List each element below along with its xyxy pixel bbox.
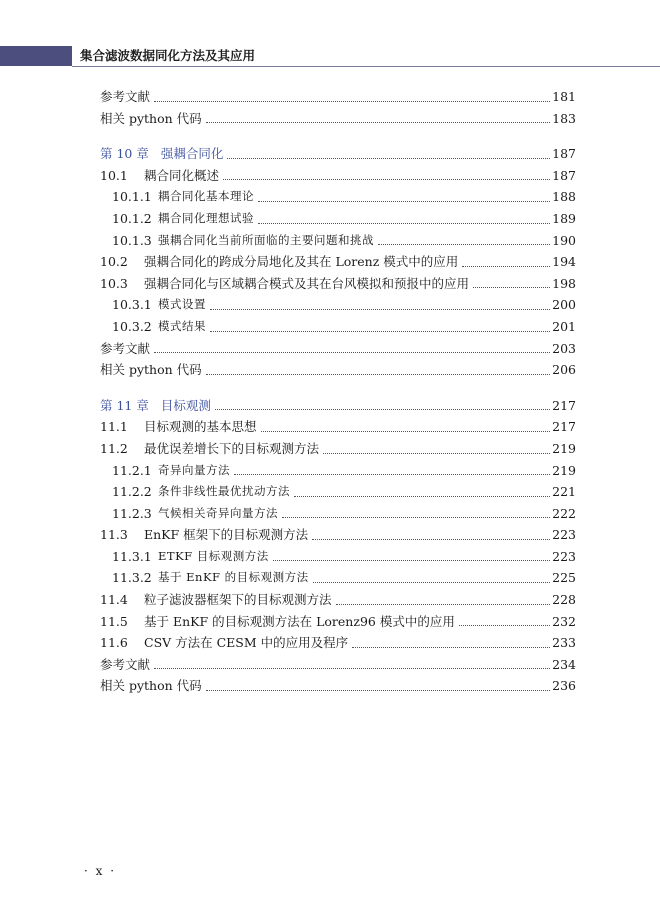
dot-leader <box>206 690 550 691</box>
toc-entry <box>80 273 576 295</box>
toc-entry <box>80 251 576 273</box>
toc-entry-title: 奇异向量方法 <box>158 462 230 477</box>
toc-entry <box>80 524 576 546</box>
toc-entry-page: 190 <box>552 232 576 248</box>
toc-entry-title: 最优误差增长下的目标观测方法 <box>144 440 320 456</box>
toc-entry-title: 模式设置 <box>158 297 206 312</box>
dot-leader <box>323 453 550 454</box>
toc-entry-title: 参考文献 <box>100 89 151 104</box>
dot-leader <box>154 352 550 353</box>
toc-entry-number: 11.2 <box>100 440 128 456</box>
dot-leader <box>227 158 550 159</box>
toc-entry-number: 11.4 <box>100 592 128 608</box>
toc-entry-number: 11.6 <box>100 635 128 651</box>
toc-entry <box>80 675 576 697</box>
toc-entry-number: 第 10 章 <box>100 146 149 162</box>
toc-entry-title: 强耦合同化的跨成分局地化及其在 Lorenz 模式中的应用 <box>144 254 459 270</box>
toc-entry-page: 183 <box>552 110 576 126</box>
toc-entry-title: 耦合同化理想试验 <box>158 210 254 225</box>
toc-entry-title: 参考文献 <box>100 340 151 356</box>
toc-entry-number: 10.1 <box>100 167 128 183</box>
toc-entry-title: 模式结果 <box>158 318 206 333</box>
header-divider <box>72 66 660 67</box>
dot-leader <box>313 582 550 583</box>
toc-entry-title: 强耦合同化 <box>160 146 224 162</box>
toc-entry <box>80 86 576 108</box>
toc-entry-number: 11.2.3 <box>112 505 152 521</box>
toc-entry-page: 223 <box>552 527 576 543</box>
toc-entry <box>80 186 576 208</box>
toc-entry-page: 188 <box>552 189 576 205</box>
toc-entry-title: 目标观测 <box>160 397 211 413</box>
toc-entry-page: 219 <box>552 440 576 456</box>
toc-chapter-entry <box>80 395 576 417</box>
toc-entry <box>80 359 576 381</box>
toc-entry-title: 条件非线性最优扰动方法 <box>158 484 290 499</box>
toc-entry-page: 221 <box>552 484 576 500</box>
toc-entry-number: 10.2 <box>100 254 128 270</box>
toc-chapter-entry <box>80 143 576 165</box>
toc-entry <box>80 294 576 316</box>
toc-entry-title: EnKF 框架下的目标观测方法 <box>144 527 309 543</box>
dot-leader <box>258 223 550 224</box>
toc-entry-title: 强耦合同化与区域耦合模式及其在台风模拟和预报中的应用 <box>144 275 470 291</box>
toc-entry-page: 222 <box>552 505 576 521</box>
dot-leader <box>459 625 550 626</box>
toc-entry-number: 11.5 <box>100 613 128 629</box>
dot-leader <box>352 647 550 648</box>
dot-leader <box>378 244 550 245</box>
table-of-contents <box>80 86 576 697</box>
toc-entry-title: 基于 EnKF 的目标观测方法在 Lorenz96 模式中的应用 <box>144 613 455 629</box>
toc-entry <box>80 460 576 482</box>
toc-entry-page: 234 <box>552 656 576 672</box>
toc-entry-number: 10.3.1 <box>112 297 152 313</box>
toc-entry-page: 206 <box>552 362 576 378</box>
toc-entry <box>80 589 576 611</box>
toc-entry-page: 200 <box>552 297 576 313</box>
dot-leader <box>258 201 550 202</box>
toc-entry-title: 强耦合同化当前所面临的主要问题和挑战 <box>158 232 374 247</box>
toc-entry-number: 10.1.1 <box>112 189 152 205</box>
toc-entry-page: 203 <box>552 340 576 356</box>
toc-entry-title: 粒子滤波器框架下的目标观测方法 <box>144 592 332 608</box>
toc-entry <box>80 546 576 568</box>
toc-entry <box>80 481 576 503</box>
page-number: · x · <box>84 864 117 878</box>
toc-entry <box>80 567 576 589</box>
toc-entry-page: 236 <box>552 678 576 694</box>
toc-entry-number: 11.3.1 <box>112 548 152 564</box>
toc-entry-title: 耦合同化概述 <box>144 167 220 183</box>
toc-entry-page: 225 <box>552 570 576 586</box>
toc-entry-page: 181 <box>552 89 576 104</box>
toc-entry-page: 232 <box>552 613 576 629</box>
dot-leader <box>154 668 550 669</box>
dot-leader <box>462 266 550 267</box>
dot-leader <box>294 496 550 497</box>
toc-entry-title: 相关 python 代码 <box>100 678 202 694</box>
header-color-bar <box>0 46 72 66</box>
toc-entry-number: 10.3 <box>100 275 128 291</box>
dot-leader <box>210 309 550 310</box>
toc-entry <box>80 165 576 187</box>
toc-entry-page: 219 <box>552 462 576 478</box>
running-header-title: 集合滤波数据同化方法及其应用 <box>80 48 256 63</box>
dot-leader <box>215 409 550 410</box>
toc-entry-number: 11.1 <box>100 419 128 435</box>
toc-entry <box>80 416 576 438</box>
toc-entry <box>80 654 576 676</box>
toc-entry-number: 10.1.2 <box>112 210 152 226</box>
toc-entry <box>80 338 576 360</box>
toc-entry-title: 耦合同化基本理论 <box>158 189 254 204</box>
dot-leader <box>206 374 550 375</box>
dot-leader <box>234 474 550 475</box>
toc-entry <box>80 208 576 230</box>
toc-entry <box>80 108 576 130</box>
toc-entry-title: ETKF 目标观测方法 <box>158 548 269 563</box>
toc-entry-title: 气候相关奇异向量方法 <box>158 505 278 520</box>
dot-leader <box>312 539 550 540</box>
dot-leader <box>261 431 551 432</box>
dot-leader <box>206 122 550 123</box>
toc-entry-number: 11.3.2 <box>112 570 152 586</box>
toc-entry-number: 11.2.2 <box>112 484 152 500</box>
dot-leader <box>336 604 551 605</box>
toc-entry-page: 228 <box>552 592 576 608</box>
toc-entry-number: 11.3 <box>100 527 128 543</box>
toc-entry-title: CSV 方法在 CESM 中的应用及程序 <box>144 635 349 651</box>
dot-leader <box>282 517 550 518</box>
dot-leader <box>273 560 550 561</box>
toc-entry-number: 11.2.1 <box>112 462 152 478</box>
toc-entry-page: 201 <box>552 318 576 334</box>
toc-entry-number: 10.3.2 <box>112 318 152 334</box>
toc-entry-title: 基于 EnKF 的目标观测方法 <box>158 570 309 585</box>
dot-leader <box>473 287 550 288</box>
toc-entry-page: 217 <box>552 419 576 435</box>
toc-entry-page: 187 <box>552 146 576 162</box>
toc-entry <box>80 316 576 338</box>
toc-entry <box>80 503 576 525</box>
toc-entry <box>80 632 576 654</box>
toc-entry-page: 217 <box>552 397 576 413</box>
toc-entry-page: 198 <box>552 275 576 291</box>
toc-entry <box>80 230 576 252</box>
toc-entry <box>80 438 576 460</box>
toc-entry-number: 第 11 章 <box>100 397 149 413</box>
toc-entry-page: 223 <box>552 548 576 564</box>
dot-leader <box>210 331 550 332</box>
toc-entry-title: 参考文献 <box>100 656 151 672</box>
dot-leader <box>154 101 550 102</box>
toc-entry <box>80 611 576 633</box>
toc-entry-number: 10.1.3 <box>112 232 152 248</box>
toc-entry-page: 233 <box>552 635 576 651</box>
toc-entry-page: 194 <box>552 254 576 270</box>
toc-entry-page: 189 <box>552 210 576 226</box>
toc-entry-title: 相关 python 代码 <box>100 110 202 126</box>
toc-entry-title: 目标观测的基本思想 <box>144 419 257 435</box>
toc-entry-page: 187 <box>552 167 576 183</box>
toc-entry-title: 相关 python 代码 <box>100 362 202 378</box>
dot-leader <box>223 179 550 180</box>
